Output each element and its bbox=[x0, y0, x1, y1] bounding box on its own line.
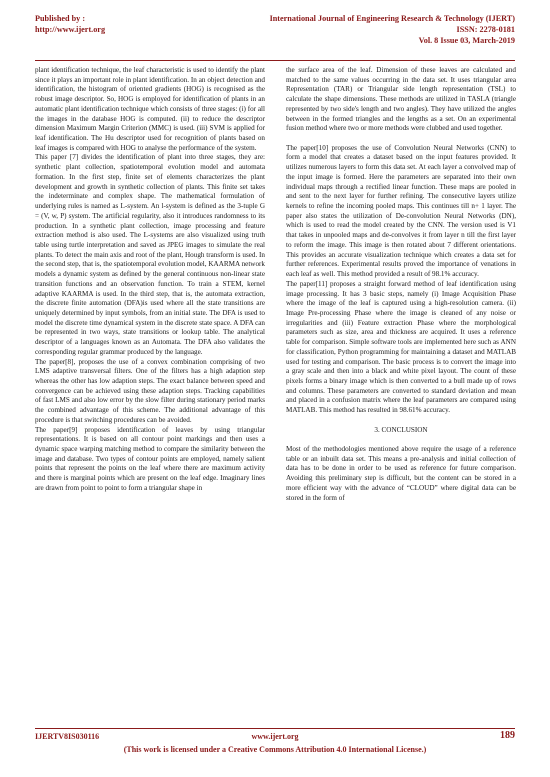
paragraph: This paper [7] divides the identification of plant into three stages, they are: synthetic plant collection, spatiotemporal evolution model and automata formation. In the first step, finite set of elements characterizes the plant development and growth in synthetic collection of plants. This finite set takes the indeterminate and complex shape. The mathematical formulation of underlying rules is named as L-system. An l-system is defined as the 3-tuple G = (V, w, P) system. The artificial regularity, also it introduces randomness to its production. In a synthetic plant collection, image processing and feature extraction method is also used. The L-systems are also visualized using truth table using turtle interpretation and saved as JPEG images to simulate the real plants. To detect the main axis and root of the plant, Hough transform is used. In the second step, that is, the spatiotemporal evolution model, KAARMA network models a dynamic system as defined by the general continuous non-linear state transition functions and an observation function. To train a STEM, kernel adaptive KAARMA is used. In the third step, that is, the automata extraction, the discrete finite automation (DFA)is used where all the state transitions are uniquely determined by input symbols, from an initial state. The DFA is used to model the discrete time dynamical system in the discrete state space. A DFA can be represented in two ways, state transitions or lookup table. The analytical descriptor of a languages known as an Automata. The DFA also validates the corresponding regular grammar produced by the language. bbox=[35, 153, 265, 356]
header-divider bbox=[35, 60, 515, 61]
footer-website-link[interactable]: www.ijert.org bbox=[251, 732, 299, 741]
left-column bbox=[35, 66, 265, 494]
footer-divider bbox=[35, 728, 515, 729]
volume-issue: Vol. 8 Issue 03, March-2019 bbox=[418, 36, 515, 45]
paragraph: The paper[11] proposes a straight forward method of leaf identification using image processing. It has 3 basic steps, namely (i) Image Acquisition Phase where the image of the leaf is captured using a high-resolution camera. (ii) Image Pre-processing Phase where the image is cleaned of any noise or irregularities and (iii) Feature extraction Phase where the morphological parameters such as size, area and thickness are acquired. It uses a reference table for comparison. Simple software tools are implemented here such as ANN for classification, Python programming for maintaining a dataset and MATLAB used for testing and comparison. The basic process is to convert the image into a gray scale and then into a black and white pixel layout. The count of these pixels forms a binary image which is then converted to a bull made up of rows and columns. These parameters are converted to standard deviation and mean and placed in a confusion matrix where the leaf parameters are compared using MATLAB. This method has resulted in 98.61% accuracy. bbox=[286, 279, 516, 415]
section-heading-conclusion: 3. CONCLUSION bbox=[374, 425, 428, 434]
journal-title: International Journal of Engineering Research & Technology (IJERT) bbox=[269, 14, 515, 23]
paragraph: the surface area of the leaf. Dimension of these leaves are calculated and matched to the same values occurring in the data set. It uses triangular area Representation (TAR) or Triangular side length representation (TSL) to calculate the shape dimensions. These methods are utilized in TASLA (triangle represented by two side's length and two angles). They have utilized the angles between in the formed triangles and the lengths as a set. On an experimental fusion method where two or more methods were clubbed and used together. bbox=[286, 66, 516, 133]
issn: ISSN: 2278-0181 bbox=[456, 25, 515, 34]
header-website-link[interactable]: http://www.ijert.org bbox=[35, 25, 106, 34]
paragraph: The paper[8], proposes the use of a convex combination comprising of two LMS adaptive transversal filters. One of the filters has a high adaption step whereas the other has low adaption steps. The exact balance between speed and convergence can be achieved using these adaption steps. Tracking capabilities of fast LMS and also low error by the slow filter during stationary period marks the combined advantage of this scheme. The additional advantage of this procedure is that switching procedures can be avoided. bbox=[35, 357, 265, 424]
paragraph: plant identification technique, the leaf characteristic is used to identify the plant since it plays an important role in plant identification. In an object detection and identification, the histogram of oriented gradients (HOG) is recognised as the robust image descriptor. So, HOG is employed for identification of plants in an automatic plant identification technique which consists of three stages: (i) for all the images in the database HOG is computed. (ii) to reduce the descriptor dimension Maximum Margin Criterion (MMC) is used. (iii) SVM is applied for leaf identification. The Hu descriptor used for recognition of plants based on leaf images is compared with HOG to analyse the performance of the system. bbox=[35, 66, 265, 152]
paragraph: The paper[9] proposes identification of leaves by using triangular representations. It is based on all contour point markings and then uses a dynamic space warping matching method to compare the similarity between the image and database. Two types of contour points are employed, namely salient points that represent the points on the leaf where there are maximum activity and there is marginal points which are present on the leaf edge. Imaginary lines are drawn from point to point to form a triangular shape in bbox=[35, 425, 265, 492]
body-columns bbox=[35, 66, 515, 722]
publisher-label: Published by : bbox=[35, 14, 86, 23]
paragraph: Most of the methodologies mentioned above require the usage of a reference table or an inbuilt data set. This means a pre-analysis and initial collection of data has to be done in order to be used as reference for future comparison. Avoiding this preliminary step is difficult, but the content can be stored in a more efficient way with the advance of “CLOUD” where digital data can be stored in the form of bbox=[286, 444, 516, 502]
paragraph: The paper[10] proposes the use of Convolution Neural Networks (CNN) to form a model that creates a dataset based on the input features provided. It utilizes numerous layers to form this data set. At each layer a convolved map of the input image is formed. Here the parameters are separated into their own individual maps through a rectified linear function. These maps are pooled in and sent to the next layer for further refining. The consecutive layers utilize kernels to refine the incoming pooled maps. This continues till n+ 1 layer. The paper also states the utilization of De-convolution Neural Networks (DN), which is used to read the model created by the CNN. The version used is V1 that takes in unpooled maps and de-convolves it from layer n till the first layer to reform the image. This image is then rotated about 7 different orientations. This provides an accurate visualization technique which creates a data set for further references. Experimental results proved the importance of venations in each leaf as well. This method provided a result of 98.1% accuracy. bbox=[286, 143, 516, 279]
right-column bbox=[286, 66, 516, 503]
license-notice: (This work is licensed under a Creative Commons Attribution 4.0 International License.) bbox=[123, 745, 427, 754]
page-header bbox=[35, 14, 515, 58]
page-footer bbox=[35, 732, 515, 762]
page-number: 189 bbox=[500, 730, 515, 741]
paper-id: IJERTV8IS030116 bbox=[35, 732, 100, 741]
